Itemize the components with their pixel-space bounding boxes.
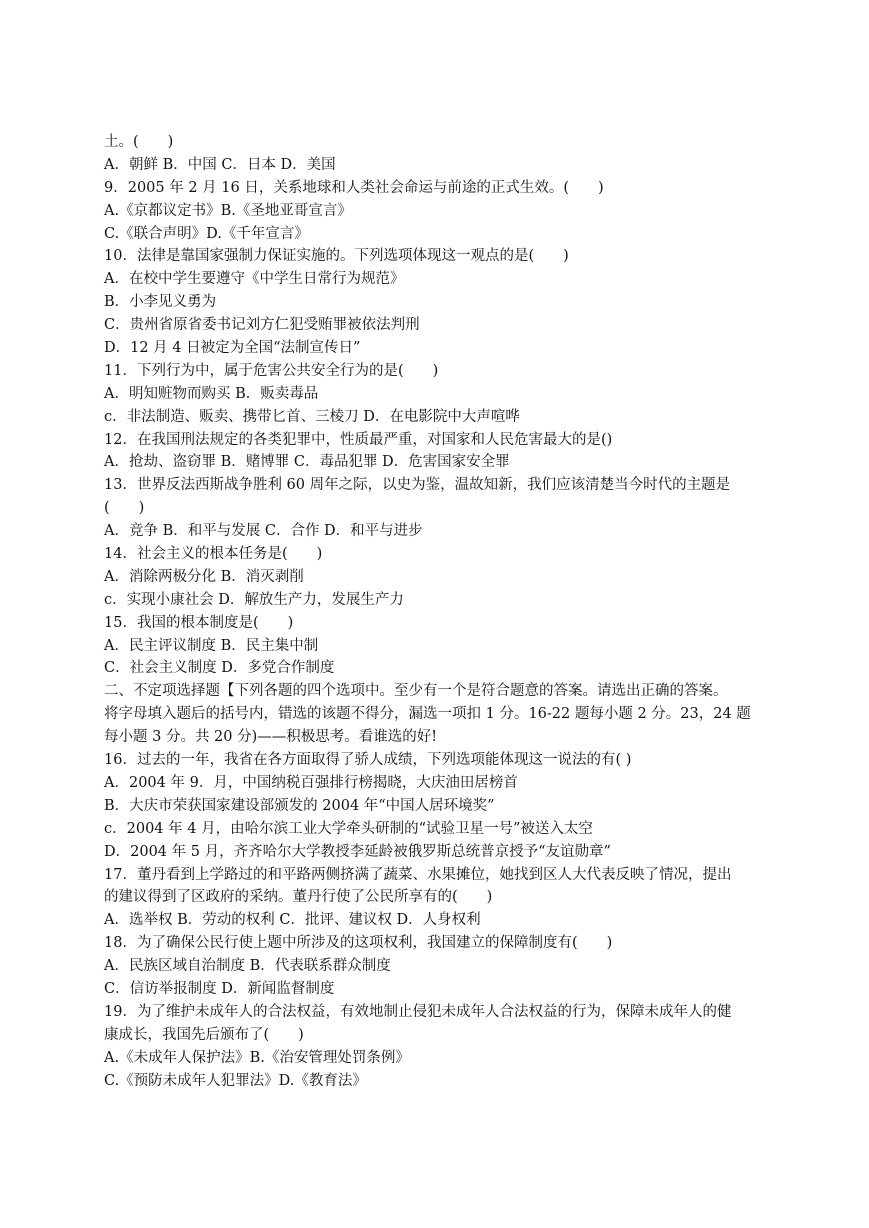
text-line: C．信访举报制度 D．新闻监督制度: [104, 980, 335, 997]
text-line: 14．社会主义的根本任务是( ): [104, 546, 323, 563]
text-line: c．非法制造、贩卖、携带匕首、三棱刀 D．在电影院中大声喧哗: [104, 408, 520, 425]
text-line: 的建议得到了区政府的采纳。董丹行使了公民所享有的( ): [104, 889, 493, 906]
text-line: 19．为了维护未成年人的合法权益，有效地制止侵犯未成年人合法权益的行为，保障未成年人的健: [104, 1003, 732, 1020]
text-line: c．实现小康社会 D．解放生产力，发展生产力: [104, 591, 404, 608]
text-line: 13．世界反法西斯战争胜利 60 周年之际，以史为鉴，温故知新，我们应该清楚当今时代的主题是: [104, 477, 731, 494]
text-line: A．民族区域自治制度 B．代表联系群众制度: [104, 958, 391, 975]
text-line: 16．过去的一年，我省在各方面取得了骄人成绩，下列选项能体现这一说法的有( ): [104, 752, 632, 769]
text-line: A．民主评议制度 B．民主集中制: [104, 637, 319, 654]
text-line: 10．法律是靠国家强制力保证实施的。下列选项体现这一观点的是( ): [104, 248, 569, 265]
text-line: 每小题 3 分。共 20 分)——积极思考。看谁选的好!: [104, 729, 438, 746]
text-line: C.《预防未成年人犯罪法》D.《教育法》: [104, 1072, 367, 1089]
text-line: 9．2005 年 2 月 16 日，关系地球和人类社会命运与前途的正式生效。( ): [104, 179, 604, 196]
text-line: B．小李见义勇为: [104, 294, 217, 311]
text-line: ( ): [104, 500, 145, 517]
text-line: A．消除两极分化 B．消灭剥削: [104, 568, 304, 585]
text-line: 17．董丹看到上学路过的和平路两侧挤满了蔬菜、水果摊位，她找到区人大代表反映了情况，提出: [104, 866, 732, 883]
text-line: 二、不定项选择题【下列各题的四个选项中。至少有一个是符合题意的答案。请选出正确的答案。: [104, 683, 728, 700]
text-line: c．2004 年 4 月，由哈尔滨工业大学牵头研制的“试验卫星一号”被送入太空: [104, 820, 593, 837]
text-line: 将字母填入题后的括号内，错选的该题不得分，漏选一项扣 1 分。16-22 题每小题 2 分。23，24 题: [104, 706, 751, 723]
text-line: 土。( ): [104, 134, 174, 150]
text-line: 18．为了确保公民行使上题中所涉及的这项权利，我国建立的保障制度有( ): [104, 935, 613, 952]
text-line: C．贵州省原省委书记刘方仁犯受贿罪被依法判刑: [104, 317, 420, 334]
text-line: A．在校中学生要遵守《中学生日常行为规范》: [104, 271, 405, 288]
text-line: A．竞争 B．和平与发展 C．合作 D．和平与进步: [104, 523, 423, 540]
text-line: D．12 月 4 日被定为全国“法制宣传日”: [104, 340, 361, 357]
text-line: D．2004 年 5 月，齐齐哈尔大学教授李延龄被俄罗斯总统普京授予“友谊勋章”: [104, 843, 611, 860]
text-line: A.《未成年人保护法》B.《治安管理处罚条例》: [104, 1049, 410, 1066]
text-line: 11．下列行为中，属于危害公共安全行为的是( ): [104, 362, 439, 379]
text-line: A．选举权 B．劳动的权利 C．批评、建议权 D．人身权利: [104, 912, 481, 929]
text-line: C．社会主义制度 D．多党合作制度: [104, 660, 335, 677]
text-line: A．2004 年 9．月，中国纳税百强排行榜揭晓，大庆油田居榜首: [104, 774, 518, 791]
text-line: B．大庆市荣获国家建设部颁发的 2004 年“中国人居环境奖”: [104, 797, 495, 814]
text-line: C.《联合声明》D.《千年宣言》: [104, 225, 309, 242]
text-line: 12．在我国刑法规定的各类犯罪中，性质最严重，对国家和人民危害最大的是(): [104, 431, 613, 448]
document-body: [104, 131, 776, 1092]
text-line: A.《京都议定书》B.《圣地亚哥宣言》: [104, 202, 352, 219]
text-line: 15．我国的根本制度是( ): [104, 614, 294, 631]
text-line: 康成长，我国先后颁布了( ): [104, 1026, 304, 1043]
text-line: A．抢劫、盗窃罪 B．赌博罪 C．毒品犯罪 D．危害国家安全罪: [104, 454, 510, 471]
text-line: A．明知赃物而购买 B．贩卖毒品: [104, 385, 319, 402]
text-line: A．朝鲜 B．中国 C．日本 D．美国: [104, 156, 336, 173]
